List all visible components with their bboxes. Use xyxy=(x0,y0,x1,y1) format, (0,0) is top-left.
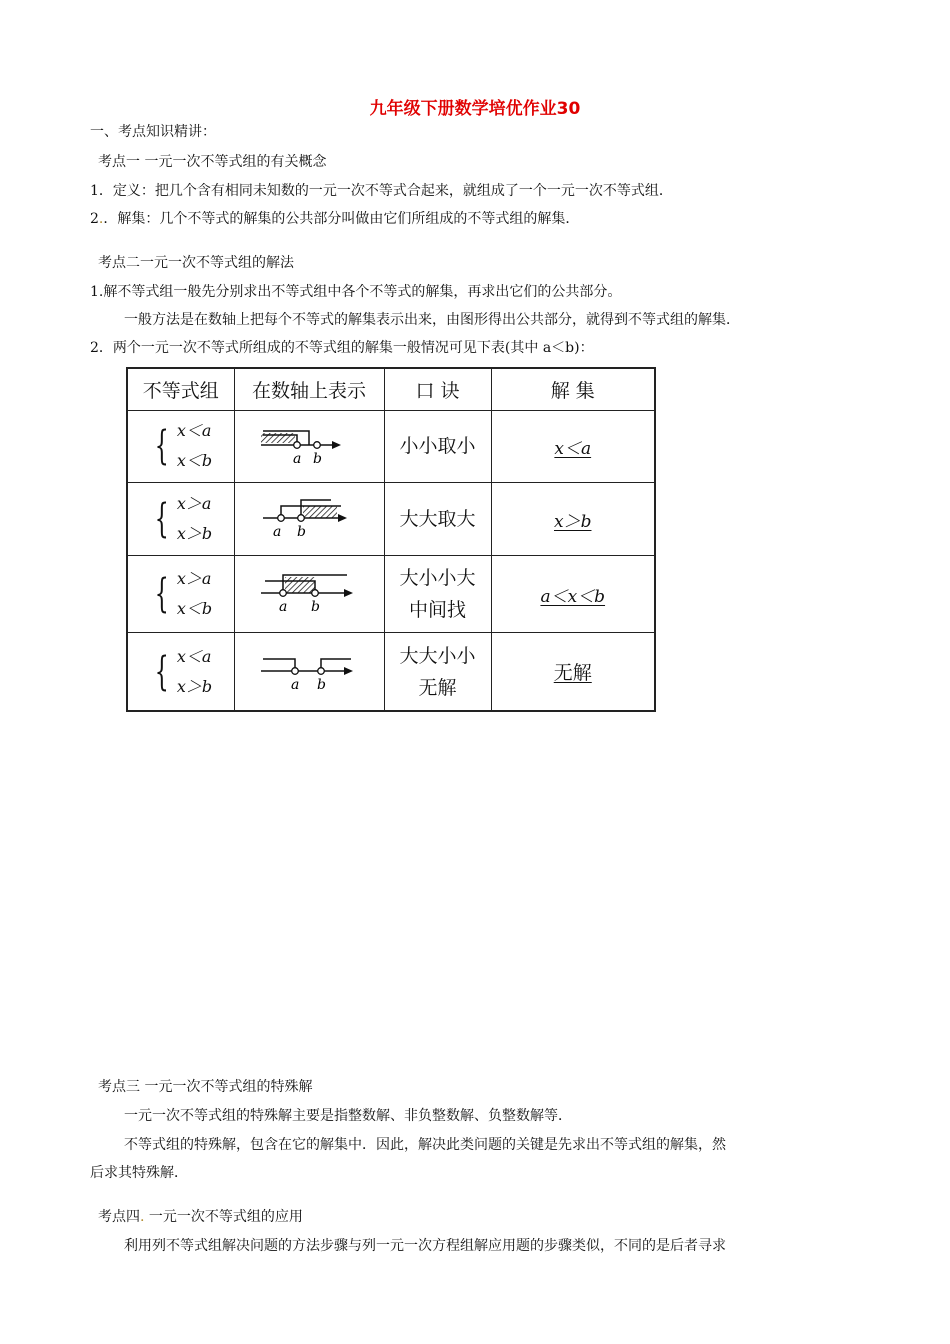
kp1-heading: 考点一 一元一次不等式组的有关概念 xyxy=(98,154,327,170)
solution-set: x＜a xyxy=(554,438,592,459)
number-line-left xyxy=(259,421,359,467)
header-rule: 口 诀 xyxy=(384,368,491,410)
kp2-item1-method: 一般方法是在数轴上把每个不等式的解集表示出来，由图形得出公共部分，就得到不等式组的解集． xyxy=(124,312,740,328)
number-line-middle xyxy=(259,569,359,615)
number-line-none xyxy=(259,647,359,693)
inequality-2: x＞b xyxy=(176,676,213,696)
kp3-heading: 考点三 一元一次不等式组的特殊解 xyxy=(98,1079,313,1095)
solution-set: 无解 xyxy=(553,662,592,685)
brace-icon: { xyxy=(155,648,170,695)
heading-suffix: 一元一次不等式组的应用 xyxy=(144,1209,303,1225)
inequality-1: x＜a xyxy=(176,646,212,666)
kp4-paragraph-1: 利用列不等式组解决问题的方法步骤与列一元一次方程组解应用题的步骤类似，不同的是后者寻求 xyxy=(124,1238,726,1254)
table-row xyxy=(127,633,655,711)
brace-icon: { xyxy=(155,423,170,470)
kp2-item1: 1.解不等式组一般先分别求出不等式组中各个不等式的解集，再求出它们的公共部分。 xyxy=(90,284,622,300)
kp3-paragraph-2-cont: 后求其特殊解． xyxy=(90,1165,188,1181)
axis-label-b: b xyxy=(317,676,326,693)
inequality-system xyxy=(149,416,212,476)
axis-label-b: b xyxy=(313,451,322,468)
number-line-cell xyxy=(234,410,384,483)
item-text: ．解集：几个不等式的解集的公共部分叫做由它们所组成的不等式组的解集． xyxy=(103,211,580,227)
rule-line-1: 大大取大 xyxy=(399,508,476,531)
axis-label-a: a xyxy=(291,676,300,693)
table-row xyxy=(127,410,655,483)
inequality-table xyxy=(126,367,656,712)
number-line-right xyxy=(259,494,359,540)
axis-label-a: a xyxy=(279,599,288,616)
axis-label-a: a xyxy=(293,451,302,468)
rule-cell xyxy=(384,633,491,711)
kp4-heading xyxy=(98,1208,303,1226)
solution-set: x＞b xyxy=(554,511,592,532)
rule-line-1: 大小小大 xyxy=(399,567,476,590)
header-solution: 解 集 xyxy=(491,368,655,410)
header-number-line: 在数轴上表示 xyxy=(234,368,384,410)
kp1-solution-set xyxy=(90,210,579,228)
inequality-2: x＞b xyxy=(176,524,213,544)
inequality-system xyxy=(149,564,212,624)
kp3-paragraph-1: 一元一次不等式组的特殊解主要是指整数解、非负整数解、负整数解等． xyxy=(124,1108,572,1124)
rule-cell xyxy=(384,555,491,632)
inequality-2: x＜b xyxy=(176,599,213,619)
rule-line-1: 大大小小 xyxy=(399,644,476,667)
inequality-1: x＜a xyxy=(176,421,212,441)
solution-set: a＜x＜b xyxy=(540,586,606,607)
kp2-heading: 考点二一元一次不等式组的解法 xyxy=(98,255,294,271)
kp1-definition: 1．定义：把几个含有相同未知数的一元一次不等式合起来，就组成了一个一元一次不等式组． xyxy=(90,183,673,199)
stray-dot: . xyxy=(98,211,104,227)
inequality-system xyxy=(149,642,212,702)
rule-line-1: 小小取小 xyxy=(399,435,476,458)
rule-cell xyxy=(384,410,491,483)
rule-cell xyxy=(384,483,491,556)
section-heading: 一、考点知识精讲： xyxy=(90,124,216,140)
inequality-1: x＞a xyxy=(176,494,212,514)
axis-label-b: b xyxy=(311,599,320,616)
kp3-paragraph-2: 不等式组的特殊解，包含在它的解集中．因此，解决此类问题的关键是先求出不等式组的解集，然 xyxy=(124,1137,726,1153)
rule-line-2: 无解 xyxy=(418,676,457,699)
table-row xyxy=(127,555,655,632)
brace-icon: { xyxy=(155,571,170,618)
inequality-1: x＞a xyxy=(176,569,212,589)
page-title: 九年级下册数学培优作业30 xyxy=(369,99,581,119)
item-number: 2 xyxy=(90,211,99,227)
inequality-2: x＜b xyxy=(176,451,213,471)
number-line-cell xyxy=(234,555,384,632)
kp2-item2: 2．两个一元一次不等式所组成的不等式组的解集一般情况可见下表(其中 a＜b)： xyxy=(90,340,594,356)
number-line-cell xyxy=(234,633,384,711)
axis-label-b: b xyxy=(297,524,306,541)
stray-dot: . xyxy=(140,1209,145,1225)
header-system: 不等式组 xyxy=(127,368,234,410)
inequality-system xyxy=(149,489,212,549)
table-header-row xyxy=(127,368,655,410)
axis-label-a: a xyxy=(273,524,282,541)
heading-prefix: 考点四 xyxy=(98,1209,140,1225)
table-row xyxy=(127,483,655,556)
number-line-cell xyxy=(234,483,384,556)
rule-line-2: 中间找 xyxy=(408,599,466,622)
brace-icon: { xyxy=(155,496,170,543)
